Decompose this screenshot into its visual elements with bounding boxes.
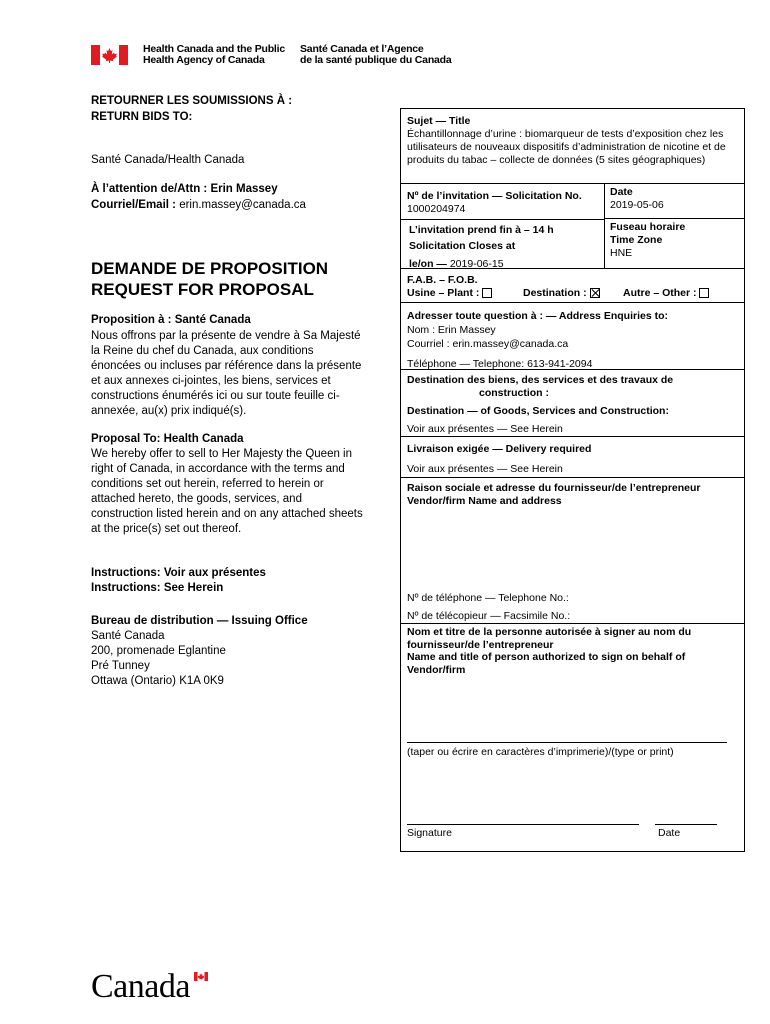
attn-name: Erin Massey [210, 183, 278, 195]
dest-label-fr1: Destination des biens, des services et des travaux de [407, 374, 674, 386]
enquiries-cell [407, 309, 742, 371]
auth-label-fr2: fournisseur/de l’entrepreneur [407, 638, 554, 651]
instructions-fr: Instructions: Voir aux présentes [91, 567, 266, 579]
divider [400, 623, 745, 624]
date-line[interactable] [655, 824, 717, 825]
date-label: Date [610, 186, 633, 198]
divider [400, 369, 745, 370]
destination-cell [407, 374, 742, 436]
closes-on-value: 2019-06-15 [449, 258, 504, 270]
vendor-label-fr: Raison sociale et adresse du fournisseur/de l’entrepreneur [407, 482, 701, 494]
dest-label-en: Destination — of Goods, Services and Construction: [407, 405, 669, 417]
issuing-office-heading: Bureau de distribution — Issuing Office [91, 615, 308, 627]
closes-label-en: Solicitation Closes at [409, 240, 516, 252]
subject-value: Échantillonnage d’urine : biomarqueur de tests d’exposition chez les utilisateurs de nouveaux dispositifs d’administration de nicotine et de produits du tabac – collecte de données (5 sites géographiques) [407, 128, 726, 166]
vendor-input-area[interactable] [407, 512, 739, 586]
print-note: (taper ou écrire en caractères d’imprimerie)/(type or print) [407, 746, 674, 758]
email-label: Courriel/Email : [91, 199, 180, 211]
issuing-office-address [91, 629, 226, 689]
date-value: 2019-05-06 [610, 199, 664, 211]
attention-line [91, 182, 278, 197]
dest-label-fr2: construction : [479, 387, 549, 399]
canada-flag-icon [91, 45, 128, 65]
divider [604, 218, 745, 219]
destination-checkbox[interactable] [590, 288, 600, 298]
delivery-cell [407, 443, 742, 476]
tz-label-en: Time Zone [610, 234, 663, 246]
signature-line[interactable] [407, 824, 639, 825]
instructions-en: Instructions: See Herein [91, 582, 224, 594]
divider [400, 302, 745, 303]
enquiries-label: Adresser toute question à : — Address Enquiries to: [407, 310, 668, 322]
fob-cell [407, 274, 742, 301]
office-line1: Santé Canada [91, 630, 165, 642]
subject-label: Sujet — Title [407, 115, 471, 127]
timezone-cell [610, 221, 685, 260]
plant-checkbox[interactable] [482, 288, 492, 298]
department-name-fr [300, 44, 452, 66]
dest-value: Voir aux présentes — See Herein [407, 423, 563, 435]
proposal-fr-text: Nous offrons par la présente de vendre à Sa Majesté la Reine du chef du Canada, aux conditions énoncées ou incluses par référence dans la présente et aux annexes ci-jointes, les biens, services et constructions énumérés ici ou sur toute feuille ci-annexée, au(x) prix indiqué(s). [91, 330, 362, 417]
phone-label: Nº de téléphone — Telephone No.: [407, 592, 569, 604]
tz-label-fr: Fuseau horaire [610, 221, 686, 233]
dept-fr-line1: Santé Canada et l’Agence [300, 43, 424, 55]
enquiries-email[interactable]: Courriel : erin.massey@canada.ca [407, 338, 569, 350]
return-line-fr: RETOURNER LES SOUMISSIONS À : [91, 95, 293, 107]
divider [604, 183, 605, 268]
office-line2: 200, promenade Eglantine [91, 645, 226, 657]
divider [400, 183, 745, 184]
closing-cell [409, 222, 604, 272]
fob-label: F.A.B. – F.O.B. [407, 274, 478, 286]
email-line [91, 198, 306, 213]
divider [400, 219, 604, 220]
authorized-person-cell [407, 626, 742, 676]
fob-other-label: Autre – Other : [623, 287, 697, 299]
document-title [91, 258, 328, 300]
proposal-en-heading: Proposal To: Health Canada [91, 433, 244, 445]
solicitation-label: Nº de l’invitation — Solicitation No. [407, 190, 582, 202]
dept-en-line1: Health Canada and the Public [143, 43, 286, 55]
wordmark-flag-icon [194, 972, 208, 981]
title-en: REQUEST FOR PROPOSAL [91, 280, 314, 299]
closes-on-label: le/on — [409, 258, 450, 270]
other-checkbox[interactable] [699, 288, 709, 298]
fax-label: Nº de télécopieur — Facsimile No.: [407, 610, 571, 622]
date2-label: Date [658, 827, 681, 839]
proposal-fr-heading: Proposition à : Santé Canada [91, 314, 251, 326]
attn-label: À l’attention de/Attn : [91, 183, 211, 195]
proposal-en-text: We hereby offer to sell to Her Majesty the Queen in right of Canada, in accordance with the terms and conditions set out herein, referred to herein or attached hereto, the goods, services, and construction listed herein and on any attached sheets at the price(s) set out thereof. [91, 448, 363, 535]
auth-label-fr1: Nom et titre de la personne autorisée à signer au nom du [407, 626, 692, 638]
enquiries-phone: Téléphone — Telephone: 613-941-2094 [407, 358, 593, 370]
email-value[interactable]: erin.massey@canada.ca [179, 199, 306, 211]
title-fr: DEMANDE DE PROPOSITION [91, 259, 329, 278]
tz-value: HNE [610, 247, 633, 259]
office-line3: Pré Tunney [91, 660, 150, 672]
return-line-en: RETURN BIDS TO: [91, 111, 193, 123]
department-name-en [143, 44, 285, 66]
date-cell [610, 186, 664, 212]
return-bids-heading [91, 93, 292, 125]
divider [400, 477, 745, 478]
solicitation-value: 1000204974 [407, 203, 466, 215]
enquiries-name: Nom : Erin Massey [407, 324, 496, 336]
subject-cell [407, 115, 739, 167]
vendor-label-en: Vendor/firm Name and address [407, 495, 562, 507]
signature-label: Signature [407, 827, 452, 839]
print-name-line[interactable] [407, 742, 727, 743]
canada-wordmark: Canada [91, 968, 190, 1005]
delivery-label: Livraison exigée — Delivery required [407, 443, 592, 455]
delivery-value: Voir aux présentes — See Herein [407, 463, 563, 475]
closes-label-fr: L’invitation prend fin à – 14 h [409, 224, 554, 236]
divider [400, 268, 745, 269]
auth-label-en1: Name and title of person authorized to sign on behalf of [407, 651, 686, 663]
recipient: Santé Canada/Health Canada [91, 154, 245, 166]
fob-plant-label: Usine – Plant : [407, 287, 480, 299]
fob-destination-label: Destination : [523, 287, 587, 299]
divider [400, 436, 745, 437]
dept-fr-line2: de la santé publique du Canada [300, 54, 452, 66]
vendor-cell [407, 482, 742, 508]
dept-en-line2: Health Agency of Canada [143, 54, 265, 66]
auth-label-en2: Vendor/firm [407, 663, 466, 676]
office-line4: Ottawa (Ontario) K1A 0K9 [91, 675, 224, 687]
solicitation-cell [407, 190, 602, 216]
